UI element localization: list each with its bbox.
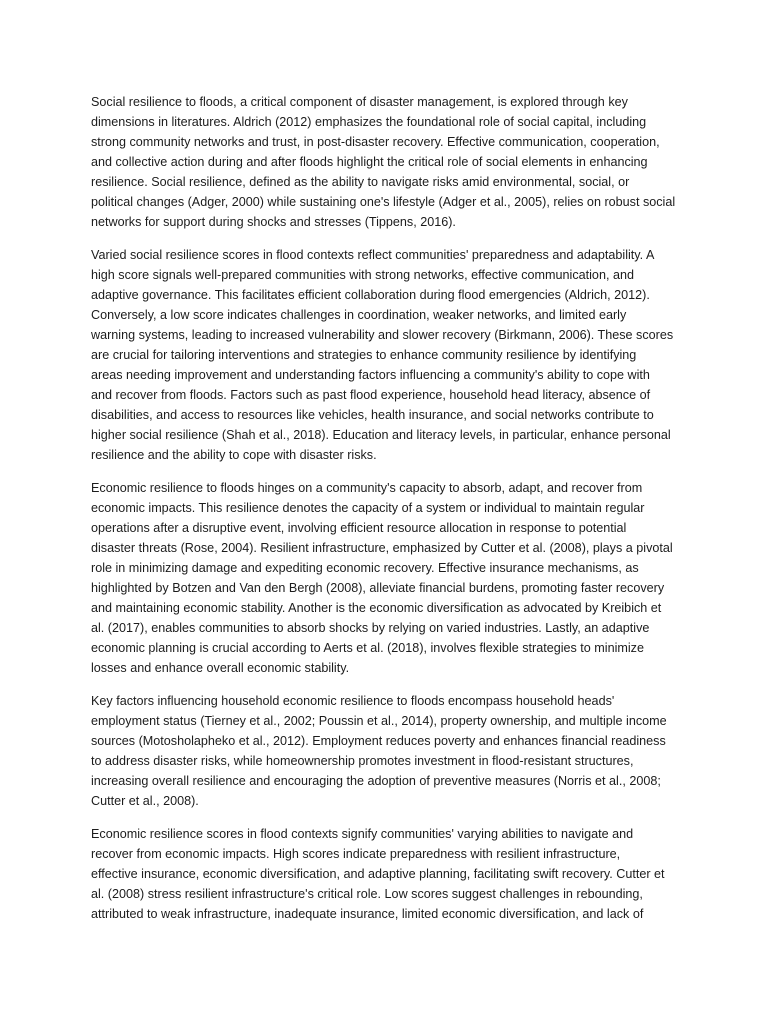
paragraph-economic-resilience: Economic resilience to floods hinges on a community's capacity to absorb, adapt, and recover from economic impacts. This resilience denotes the capacity of a system or individual to maintain regular operations after a disruptive event, involving efficient resource allocation in response to potential disaster threats (Rose, 2004). Resilient infrastructure, emphasized by Cutter et al. (2008), plays a pivotal role in minimizing damage and expediting economic recovery. Effective insurance mechanisms, as highlighted by Botzen and Van den Bergh (2008), alleviate financial burdens, promoting faster recovery and maintaining economic stability. Another is the economic diversification as advocated by Kreibich et al. (2017), enables communities to absorb shocks by relying on varied industries. Lastly, an adaptive economic planning is crucial according to Aerts et al. (2018), involves flexible strategies to minimize losses and enhance overall economic stability. [91, 481, 673, 675]
document-body [91, 92, 681, 937]
paragraph-social-scores: Varied social resilience scores in flood contexts reflect communities' preparedness and adaptability. A high score signals well-prepared communities with strong networks, effective communication, and adaptive governance. This facilitates efficient collaboration during flood emergencies (Aldrich, 2012). Conversely, a low score indicates challenges in coordination, weaker networks, and limited early warning systems, leading to increased vulnerability and slower recovery (Birkmann, 2006). These scores are crucial for tailoring interventions and strategies to enhance community resilience by identifying areas needing improvement and understanding factors influencing a community's ability to cope with and recover from floods. Factors such as past flood experience, household head literacy, absence of disabilities, and access to resources like vehicles, health insurance, and social networks contribute to higher social resilience (Shah et al., 2018). Education and literacy levels, in particular, enhance personal resilience and the ability to cope with disaster risks. [91, 248, 674, 462]
paragraph-economic-factors: Key factors influencing household economic resilience to floods encompass household heads' employment status (Tierney et al., 2002; Poussin et al., 2014), property ownership, and multiple income sources (Motosholapheko et al., 2012). Employment reduces poverty and enhances financial readiness to address disaster risks, while homeownership promotes investment in flood-resistant structures, increasing overall resilience and encouraging the adoption of preventive measures (Norris et al., 2008; Cutter et al., 2008). [91, 694, 667, 808]
paragraph-economic-scores: Economic resilience scores in flood contexts signify communities' varying abilities to navigate and recover from economic impacts. High scores indicate preparedness with resilient infrastructure, effective insurance, economic diversification, and adaptive planning, facilitating swift recovery. Cutter et al. (2008) stress resilient infrastructure's critical role. Low scores suggest challenges in rebounding, attributed to weak infrastructure, inadequate insurance, limited economic diversification, and lack of [91, 827, 665, 921]
paragraph-social-resilience: Social resilience to floods, a critical component of disaster management, is explored through key dimensions in literatures. Aldrich (2012) emphasizes the foundational role of social capital, including strong community networks and trust, in post-disaster recovery. Effective communication, cooperation, and collective action during and after floods highlight the critical role of social elements in enhancing resilience. Social resilience, defined as the ability to navigate risks amid environmental, social, or political changes (Adger, 2000) while sustaining one's lifestyle (Adger et al., 2005), relies on robust social networks for support during shocks and stresses (Tippens, 2016). [91, 95, 676, 229]
